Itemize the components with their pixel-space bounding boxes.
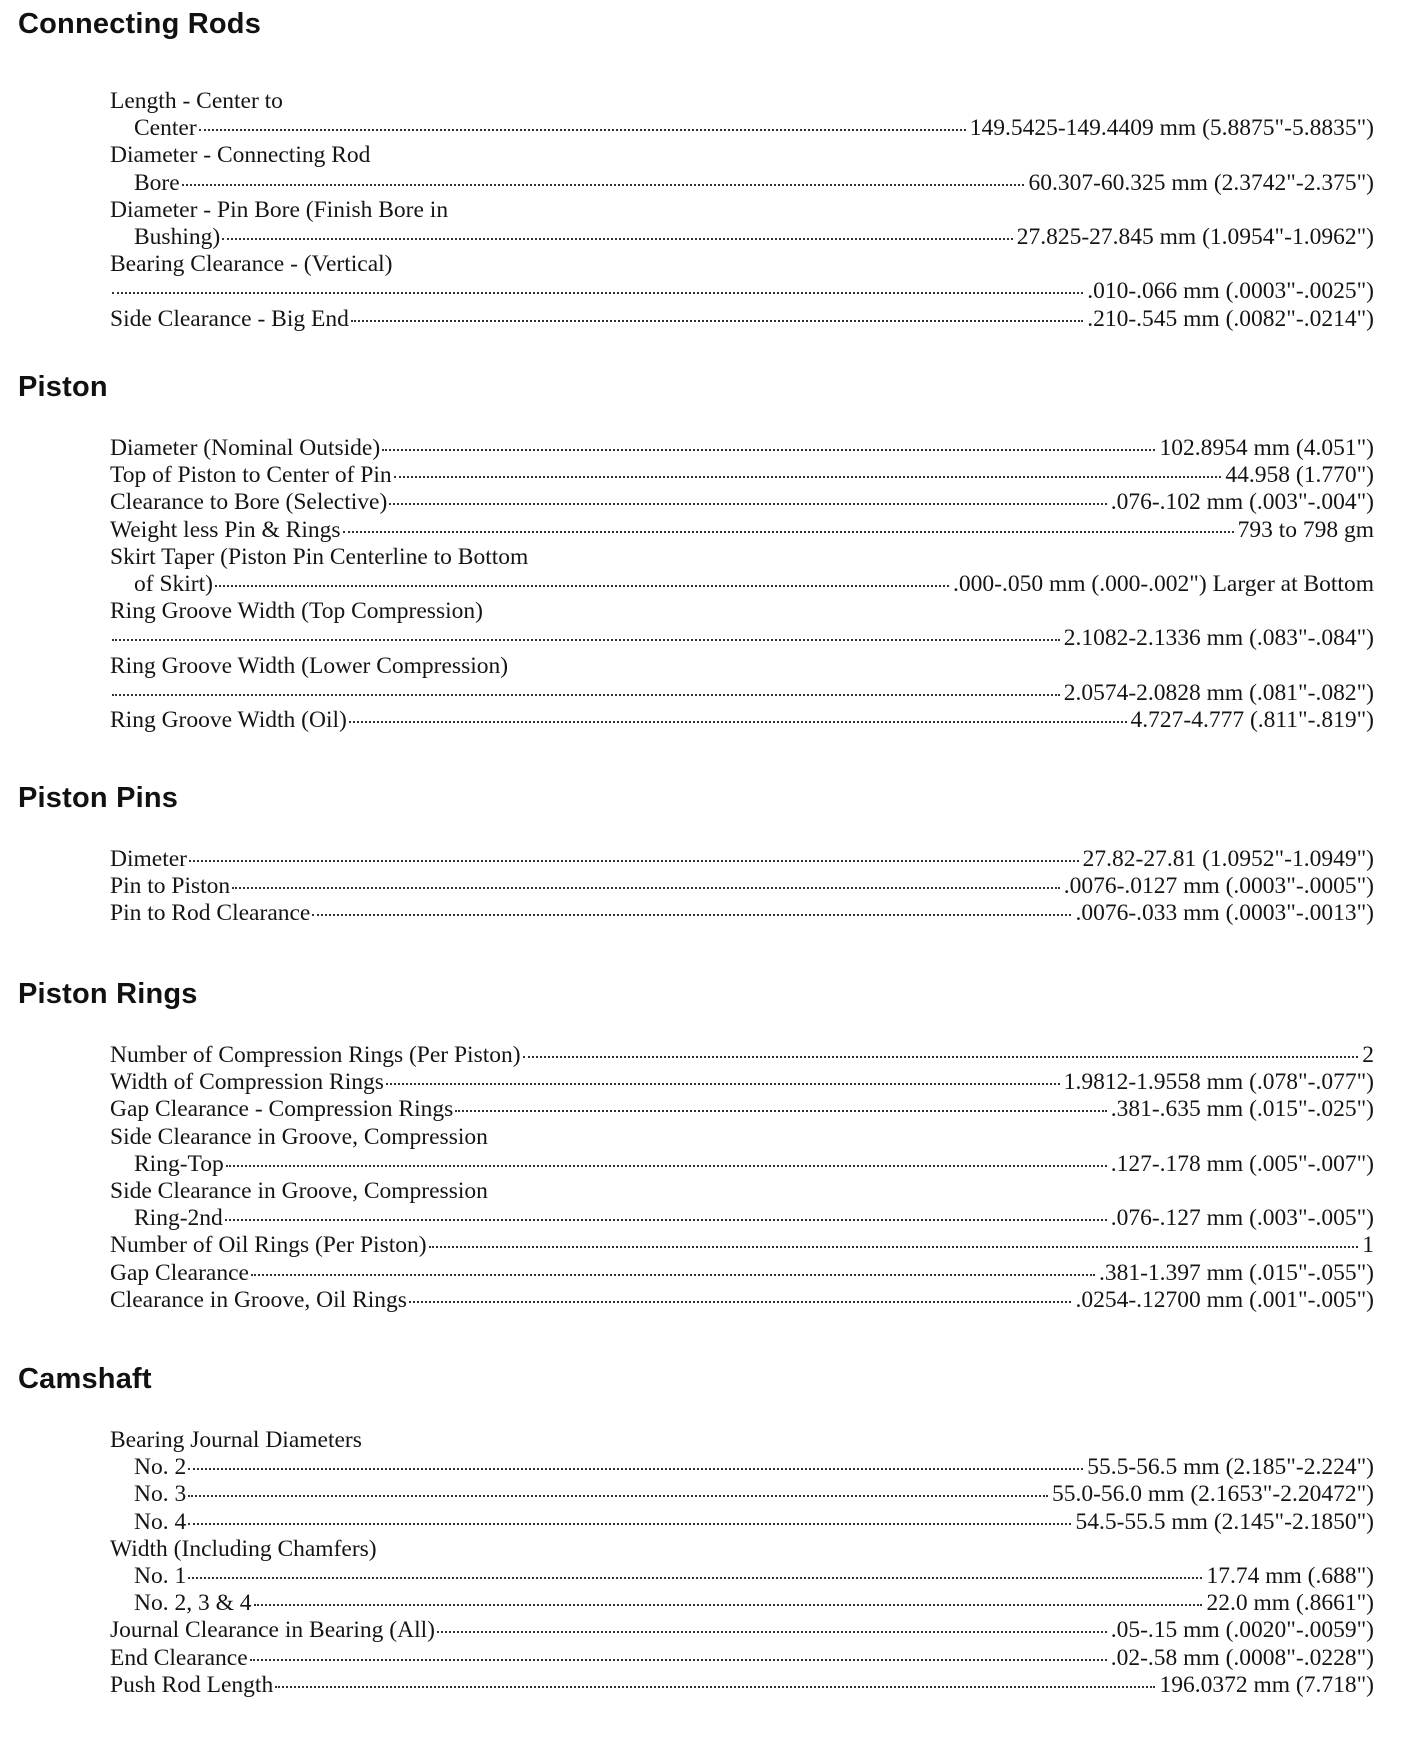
spec-row xyxy=(110,1178,1374,1205)
spec-list xyxy=(110,435,1374,734)
spec-row xyxy=(110,1672,1374,1699)
spec-row xyxy=(110,462,1374,489)
dot-leader xyxy=(394,476,1222,478)
section-heading: Piston Pins xyxy=(18,782,179,814)
spec-value: .210-.545 mm (.0082"-.0214") xyxy=(1087,305,1374,332)
spec-value: .0254-.12700 mm (.001"-.005") xyxy=(1075,1286,1374,1313)
dot-leader xyxy=(182,184,1025,186)
spec-list xyxy=(110,1427,1374,1699)
spec-label: Diameter - Connecting Rod xyxy=(110,142,371,169)
spec-value: 1.9812-1.9558 mm (.078"-.077") xyxy=(1063,1069,1374,1096)
spec-label: Skirt Taper (Piston Pin Centerline to Bottom xyxy=(110,543,529,570)
spec-row xyxy=(110,1563,1374,1590)
spec-label: Side Clearance in Groove, Compression xyxy=(110,1123,488,1150)
spec-value: 196.0372 mm (7.718") xyxy=(1159,1671,1374,1698)
spec-label: Top of Piston to Center of Pin xyxy=(110,462,392,489)
spec-row xyxy=(110,1536,1374,1563)
dot-leader xyxy=(386,1083,1060,1085)
spec-row xyxy=(110,88,1374,115)
spec-value: .076-.127 mm (.003"-.005") xyxy=(1110,1205,1374,1232)
spec-row xyxy=(110,1232,1374,1259)
dot-leader xyxy=(188,1495,1048,1497)
spec-row xyxy=(110,598,1374,625)
spec-label: Diameter - Pin Bore (Finish Bore in xyxy=(110,196,449,223)
spec-label: Ring Groove Width (Oil) xyxy=(110,706,347,733)
spec-label: Push Rod Length xyxy=(110,1671,274,1698)
spec-label: Number of Oil Rings (Per Piston) xyxy=(110,1232,427,1259)
spec-row xyxy=(110,571,1374,598)
spec-label: Length - Center to xyxy=(110,88,283,114)
spec-label: Number of Compression Rings (Per Piston) xyxy=(110,1042,521,1068)
dot-leader xyxy=(251,1274,1095,1276)
spec-value: 54.5-55.5 mm (2.145"-2.1850") xyxy=(1075,1508,1374,1535)
spec-row xyxy=(110,489,1374,516)
dot-leader xyxy=(389,503,1106,505)
spec-label: Side Clearance in Groove, Compression xyxy=(110,1177,488,1204)
spec-row xyxy=(110,197,1374,224)
spec-list xyxy=(110,88,1374,333)
dot-leader xyxy=(232,887,1060,889)
spec-label: Gap Clearance - Compression Rings xyxy=(110,1096,454,1123)
spec-value: 4.727-4.777 (.811"-.819") xyxy=(1130,706,1374,733)
spec-row xyxy=(110,142,1374,169)
spec-value: .0076-.033 mm (.0003"-.0013") xyxy=(1075,900,1374,927)
spec-label: Pin to Piston xyxy=(110,873,231,900)
spec-label: Pin to Rod Clearance xyxy=(110,900,311,927)
spec-row xyxy=(110,115,1374,142)
spec-row xyxy=(110,1205,1374,1232)
dot-leader xyxy=(112,292,1083,294)
spec-list xyxy=(110,1042,1374,1314)
spec-value: .010-.066 mm (.0003"-.0025") xyxy=(1087,278,1374,305)
spec-value: .02-.58 mm (.0008"-.0228") xyxy=(1110,1644,1374,1671)
spec-row xyxy=(110,900,1374,927)
spec-row xyxy=(110,544,1374,571)
spec-row xyxy=(110,625,1374,652)
spec-value: 44.958 (1.770") xyxy=(1225,462,1374,489)
spec-value: 17.74 mm (.688") xyxy=(1206,1562,1374,1589)
spec-label: Bushing) xyxy=(134,223,221,250)
spec-value: .05-.15 mm (.0020"-.0059") xyxy=(1110,1617,1374,1644)
section-heading: Camshaft xyxy=(18,1363,152,1395)
section-heading: Piston xyxy=(18,371,108,403)
spec-value: .0076-.0127 mm (.0003"-.0005") xyxy=(1063,873,1374,900)
dot-leader xyxy=(382,449,1155,451)
spec-label: No. 4 xyxy=(134,1508,187,1535)
spec-label: No. 2 xyxy=(134,1454,187,1481)
spec-label: Bearing Clearance - (Vertical) xyxy=(110,251,393,278)
spec-row xyxy=(110,224,1374,251)
dot-leader xyxy=(312,914,1071,916)
spec-label: Ring-Top xyxy=(134,1150,224,1177)
spec-value: 2 xyxy=(1362,1042,1374,1068)
dot-leader xyxy=(343,531,1234,533)
dot-leader xyxy=(349,721,1127,723)
dot-leader xyxy=(222,238,1013,240)
spec-row xyxy=(110,846,1374,873)
spec-value: 27.825-27.845 mm (1.0954"-1.0962") xyxy=(1016,223,1374,250)
spec-value: .076-.102 mm (.003"-.004") xyxy=(1110,489,1374,516)
spec-row xyxy=(110,1481,1374,1508)
spec-label: Bore xyxy=(134,169,180,196)
spec-row xyxy=(110,1069,1374,1096)
spec-value: 149.5425-149.4409 mm (5.8875"-5.8835") xyxy=(969,115,1374,142)
spec-row xyxy=(110,278,1374,305)
dot-leader xyxy=(409,1301,1072,1303)
spec-row xyxy=(110,653,1374,680)
spec-label: Side Clearance - Big End xyxy=(110,305,349,332)
spec-value: 2.0574-2.0828 mm (.081"-.082") xyxy=(1063,679,1374,706)
spec-row xyxy=(110,873,1374,900)
spec-label: Clearance to Bore (Selective) xyxy=(110,489,388,516)
spec-value: .381-1.397 mm (.015"-.055") xyxy=(1098,1259,1374,1286)
dot-leader xyxy=(188,1523,1071,1525)
dot-leader xyxy=(455,1110,1106,1112)
spec-label: Ring Groove Width (Top Compression) xyxy=(110,598,483,625)
spec-label: End Clearance xyxy=(110,1644,248,1671)
section-heading: Connecting Rods xyxy=(18,8,262,40)
spec-row xyxy=(110,1151,1374,1178)
spec-label: Center xyxy=(134,115,197,142)
spec-row xyxy=(110,1096,1374,1123)
dot-leader xyxy=(254,1604,1203,1606)
section-heading: Piston Rings xyxy=(18,978,198,1010)
spec-row xyxy=(110,707,1374,734)
spec-row xyxy=(110,1454,1374,1481)
spec-list xyxy=(110,846,1374,928)
spec-row xyxy=(110,251,1374,278)
spec-label: Gap Clearance xyxy=(110,1259,249,1286)
dot-leader xyxy=(199,129,966,131)
spec-label: Ring Groove Width (Lower Compression) xyxy=(110,652,509,679)
spec-value: 102.8954 mm (4.051") xyxy=(1159,435,1374,461)
spec-row xyxy=(110,517,1374,544)
spec-value: 2.1082-2.1336 mm (.083"-.084") xyxy=(1063,625,1374,652)
dot-leader xyxy=(351,320,1083,322)
spec-value: 1 xyxy=(1362,1232,1374,1259)
dot-leader xyxy=(188,1468,1083,1470)
spec-label: No. 3 xyxy=(134,1481,187,1508)
spec-row xyxy=(110,680,1374,707)
spec-row xyxy=(110,1042,1374,1069)
spec-value: 60.307-60.325 mm (2.3742"-2.375") xyxy=(1028,169,1374,196)
dot-leader xyxy=(188,1577,1202,1579)
dot-leader xyxy=(523,1056,1359,1058)
spec-label: Dimeter xyxy=(110,846,187,872)
spec-row xyxy=(110,1645,1374,1672)
spec-value: 22.0 mm (.8661") xyxy=(1206,1590,1374,1617)
dot-leader xyxy=(275,1686,1155,1688)
spec-label: Journal Clearance in Bearing (All) xyxy=(110,1617,435,1644)
spec-value: 793 to 798 gm xyxy=(1237,516,1374,543)
spec-label: No. 2, 3 & 4 xyxy=(134,1590,252,1617)
spec-row xyxy=(110,1287,1374,1314)
spec-row xyxy=(110,1124,1374,1151)
dot-leader xyxy=(225,1219,1107,1221)
spec-value: 55.5-56.5 mm (2.185"-2.224") xyxy=(1087,1454,1374,1481)
spec-value: 55.0-56.0 mm (2.1653"-2.20472") xyxy=(1051,1481,1374,1508)
spec-label: Width (Including Chamfers) xyxy=(110,1535,377,1562)
dot-leader xyxy=(112,639,1060,641)
spec-label: Weight less Pin & Rings xyxy=(110,516,341,543)
spec-label: Bearing Journal Diameters xyxy=(110,1427,362,1453)
dot-leader xyxy=(112,694,1060,696)
dot-leader xyxy=(226,1165,1107,1167)
spec-label: Ring-2nd xyxy=(134,1205,223,1232)
spec-label: No. 1 xyxy=(134,1562,187,1589)
dot-leader xyxy=(429,1246,1359,1248)
spec-value: .127-.178 mm (.005"-.007") xyxy=(1110,1150,1374,1177)
spec-row xyxy=(110,435,1374,462)
spec-value: .000-.050 mm (.000-.002") Larger at Bottom xyxy=(953,570,1374,597)
spec-row xyxy=(110,170,1374,197)
spec-row xyxy=(110,306,1374,333)
spec-label: Clearance in Groove, Oil Rings xyxy=(110,1286,407,1313)
dot-leader xyxy=(437,1631,1107,1633)
spec-row xyxy=(110,1590,1374,1617)
spec-label: of Skirt) xyxy=(134,570,213,597)
dot-leader xyxy=(189,860,1079,862)
spec-row xyxy=(110,1617,1374,1644)
spec-label: Diameter (Nominal Outside) xyxy=(110,435,381,461)
spec-value: .381-.635 mm (.015"-.025") xyxy=(1110,1096,1374,1123)
spec-row xyxy=(110,1260,1374,1287)
dot-leader xyxy=(250,1659,1107,1661)
spec-label: Width of Compression Rings xyxy=(110,1069,384,1096)
spec-value: 27.82-27.81 (1.0952"-1.0949") xyxy=(1082,846,1374,872)
spec-row xyxy=(110,1509,1374,1536)
dot-leader xyxy=(215,585,949,587)
spec-row xyxy=(110,1427,1374,1454)
